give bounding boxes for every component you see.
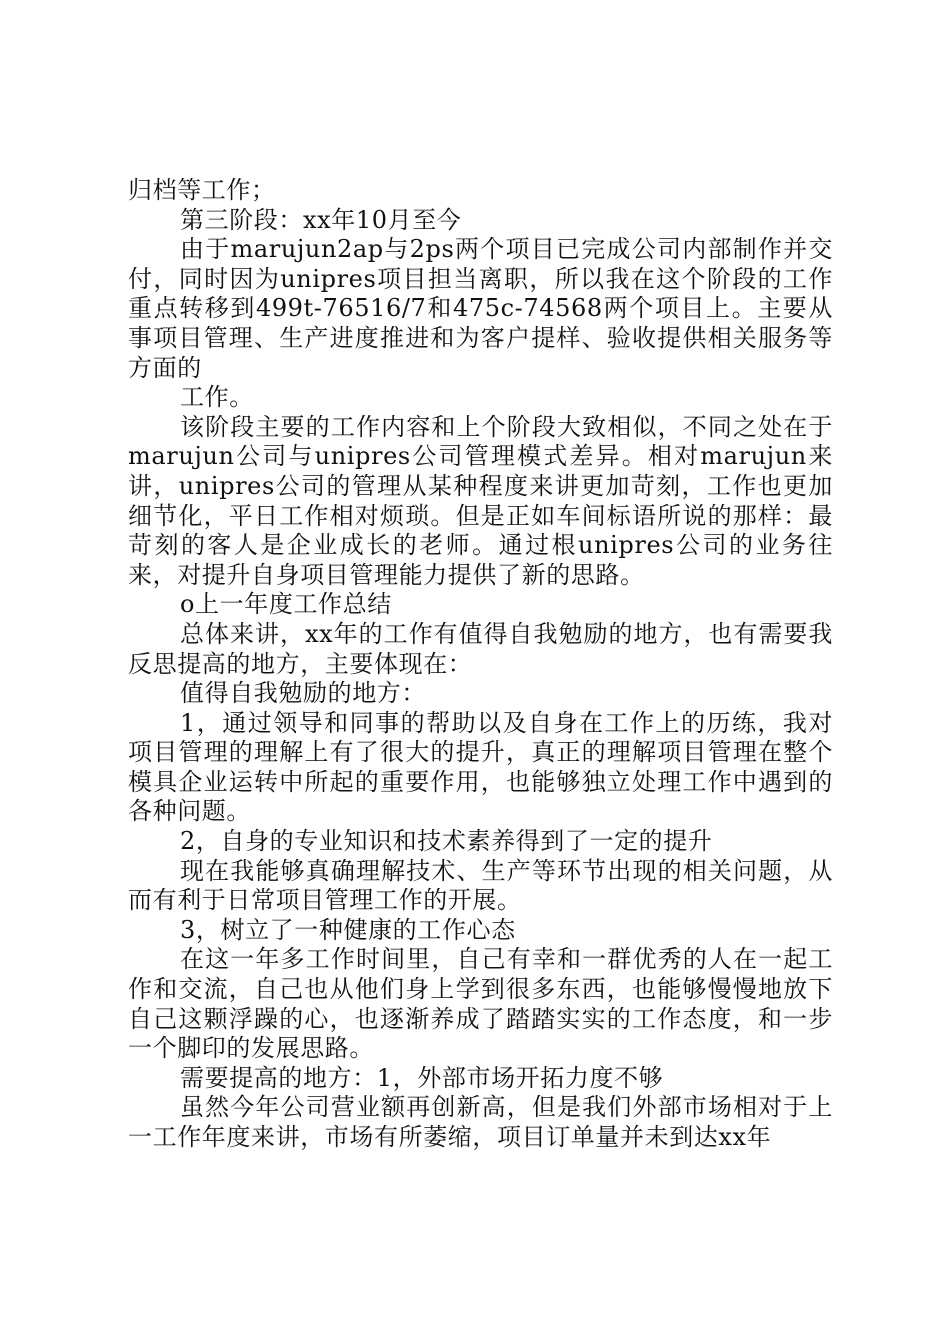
paragraph-phase-comparison: 该阶段主要的工作内容和上个阶段大致相似，不同之处在于marujun公司与unipres公司管理模式差异。相对marujun来讲，unipres公司的管理从某种程度来讲更加苛刻，工作也更加细节化，平日工作相对烦琐。但是正如车间标语所说的那样：最苛刻的客人是企业成长的老师。通过根unipres公司的业务往来，对提升自身项目管理能力提供了新的思路。	[128, 412, 833, 589]
paragraph-phase-three-intro: 由于marujun2ap与2ps两个项目已完成公司内部制作并交付，同时因为unipres项目担当离职，所以我在这个阶段的工作重点转移到499t-76516/7和475c-74568两个项目上。主要从事项目管理、生产进度推进和为客户提样、验收提供相关服务等方面的	[128, 235, 833, 382]
document-body	[128, 176, 833, 1153]
paragraph-work: 工作。	[180, 383, 254, 412]
heading-strengths: 值得自我勉励的地方：	[180, 679, 426, 708]
paragraph-overall: 总体来讲，xx年的工作有值得自我勉励的地方，也有需要我反思提高的地方，主要体现在：	[128, 619, 833, 678]
paragraph-strength-2-detail: 现在我能够真确理解技术、生产等环节出现的相关问题，从而有利于日常项目管理工作的开展。	[128, 856, 833, 915]
heading-annual-summary: o上一年度工作总结	[180, 590, 392, 619]
paragraph-strength-3-detail: 在这一年多工作时间里，自己有幸和一群优秀的人在一起工作和交流，自己也从他们身上学到很多东西，也能够慢慢地放下自己这颗浮躁的心，也逐渐养成了踏踏实实的工作态度，和一步一个脚印的发展思路。	[128, 945, 833, 1063]
paragraph-archive-work: 归档等工作；	[128, 176, 276, 204]
paragraph-improvement-1-detail: 虽然今年公司营业额再创新高，但是我们外部市场相对于上一工作年度来讲，市场有所萎缩，项目订单量并未到达xx年	[128, 1093, 833, 1151]
heading-improvements: 需要提高的地方：1，外部市场开拓力度不够	[180, 1063, 664, 1092]
paragraph-strength-1: 1，通过领导和同事的帮助以及自身在工作上的历练，我对项目管理的理解上有了很大的提升，真正的理解项目管理在整个模具企业运转中所起的重要作用，也能够独立处理工作中遇到的各种问题。	[128, 708, 833, 826]
paragraph-strength-2: 2，自身的专业知识和技术素养得到了一定的提升	[180, 827, 713, 856]
paragraph-strength-3: 3，树立了一种健康的工作心态	[180, 915, 516, 944]
heading-phase-three: 第三阶段：xx年10月至今	[180, 205, 462, 234]
